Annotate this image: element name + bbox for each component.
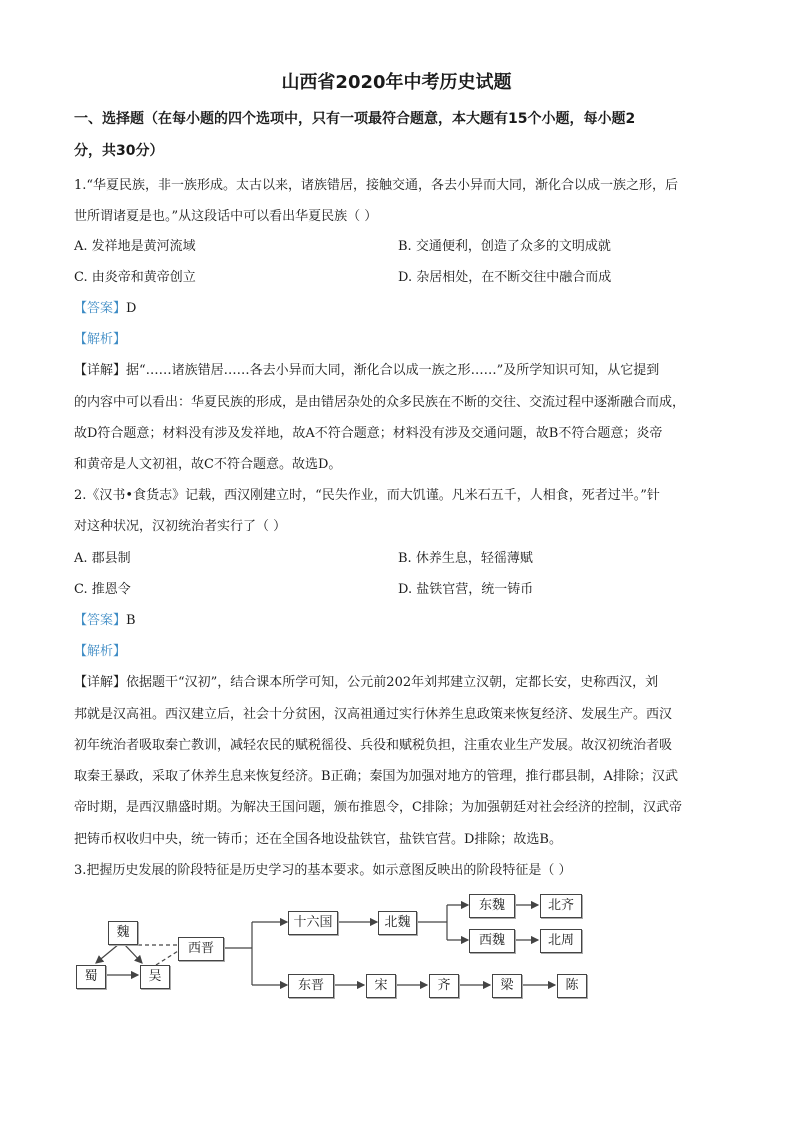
answer-tag: 【答案】 [74, 301, 127, 316]
node-song: 宋 [366, 974, 396, 998]
q2-detail-line4: 取秦王暴政，采取了休养生息来恢复经济。B正确；秦国为加强对地方的管理，推行郡县制，A排除；汉武 [74, 769, 678, 784]
node-beiqi: 北齐 [540, 894, 582, 918]
q1-option-b: B. 交通便利，创造了众多的文明成就 [398, 239, 611, 254]
q2-analysis-tag: 【解析】 [74, 644, 127, 659]
q2-detail-line3: 初年统治者吸取秦亡教训，减轻农民的赋税徭役、兵役和赋税负担，注重农业生产发展。故汉初统治者吸 [74, 738, 673, 753]
q1-detail-line3: 故D符合题意；材料没有涉及发祥地，故A不符合题意；材料没有涉及交通问题，故B不符合题意；炎帝 [74, 426, 663, 441]
detail-text: 依据题干“汉初”，结合课本所学可知，公元前202年刘邦建立汉朝，定都长安，史称西汉，刘 [126, 675, 659, 690]
node-wu: 吴 [140, 965, 170, 989]
q2-answer [74, 609, 724, 628]
q1-stem-line2: 世所谓诸夏是也。”从这段话中可以看出华夏民族（ ） [74, 209, 378, 224]
q2-detail-line2: 邦就是汉高祖。西汉建立后，社会十分贫困，汉高祖通过实行休养生息政策来恢复经济、发展生产。西汉 [74, 707, 673, 722]
connector-wei-wu [124, 944, 142, 963]
answer-value: D [126, 301, 137, 316]
q2-option-c: C. 推恩令 [74, 582, 131, 597]
q2-option-d: D. 盐铁官营，统一铸币 [398, 582, 534, 597]
node-dongwei: 东魏 [469, 894, 515, 918]
q1-detail-line4: 和黄帝是人文初祖，故C不符合题意。故选D。 [74, 457, 342, 472]
answer-tag: 【答案】 [74, 613, 127, 628]
q1-stem-line1: 1.“华夏民族，非一族形成。太古以来，诸族错居，接触交通，各去小异而大同，渐化合以成一族之形，后 [74, 178, 679, 193]
q1-answer [74, 297, 724, 316]
node-shu: 蜀 [76, 965, 106, 989]
node-beizhou: 北周 [540, 929, 582, 953]
diagram-connectors [72, 885, 602, 1010]
node-shiliuguo: 十六国 [288, 911, 338, 935]
node-xijin: 西晋 [178, 937, 224, 961]
q2-stem-line1: 2.《汉书•食货志》记载，西汉刚建立时，“民失作业，而大饥谨。凡米石五千，人相食，死者过半。”针 [74, 488, 660, 503]
node-beiwei: 北魏 [378, 911, 417, 935]
answer-value: B [126, 613, 136, 628]
page-title: 山西省2020年中考历史试题 [281, 72, 512, 93]
q2-detail-line6: 把铸币权收归中央，统一铸币；还在全国各地设盐铁官，盐铁官营。D排除；故选B。 [74, 832, 562, 847]
node-wei: 魏 [108, 921, 138, 945]
q3-stem: 3.把握历史发展的阶段特征是历史学习的基本要求。如示意图反映出的阶段特征是（ ） [74, 863, 572, 878]
node-xiwei: 西魏 [469, 929, 515, 953]
q2-detail-line1 [74, 671, 724, 690]
detail-tag: 【详解】 [74, 675, 127, 690]
q1-option-a: A. 发祥地是黄河流域 [74, 239, 196, 254]
node-qi: 齐 [429, 974, 459, 998]
node-chen: 陈 [557, 974, 587, 998]
detail-tag: 【详解】 [74, 363, 127, 378]
connector-wu-xijin [156, 951, 178, 965]
q1-detail-line2: 的内容中可以看出：华夏民族的形成，是由错居杂处的众多民族在不断的交往、交流过程中逐渐融合而成， [74, 395, 686, 410]
q1-analysis-tag: 【解析】 [74, 332, 127, 347]
section-heading-line1: 一、选择题（在每小题的四个选项中，只有一项最符合题意，本大题有15个小题，每小题2 [74, 111, 636, 127]
section-heading-line2: 分，共30分） [74, 143, 164, 159]
node-dongjin: 东晋 [288, 974, 334, 998]
q2-detail-line5: 帝时期，是西汉鼎盛时期。为解决王国问题，颁布推恩令，C排除；为加强朝廷对社会经济的控制，汉武帝 [74, 800, 682, 815]
q2-option-a: A. 郡县制 [74, 551, 131, 566]
q1-detail-line1 [74, 359, 724, 378]
q1-option-c: C. 由炎帝和黄帝创立 [74, 270, 196, 285]
dynasty-diagram [72, 885, 602, 1010]
q1-option-d: D. 杂居相处，在不断交往中融合而成 [398, 270, 612, 285]
q2-stem-line2: 对这种状况，汉初统治者实行了（ ） [74, 519, 287, 534]
q2-option-b: B. 休养生息，轻徭薄赋 [398, 551, 533, 566]
connector-wei-shu [96, 944, 119, 963]
detail-text: 据“……诸族错居……各去小异而大同，渐化合以成一族之形……”及所学知识可知，从它提到 [126, 363, 660, 378]
node-liang: 梁 [492, 974, 522, 998]
